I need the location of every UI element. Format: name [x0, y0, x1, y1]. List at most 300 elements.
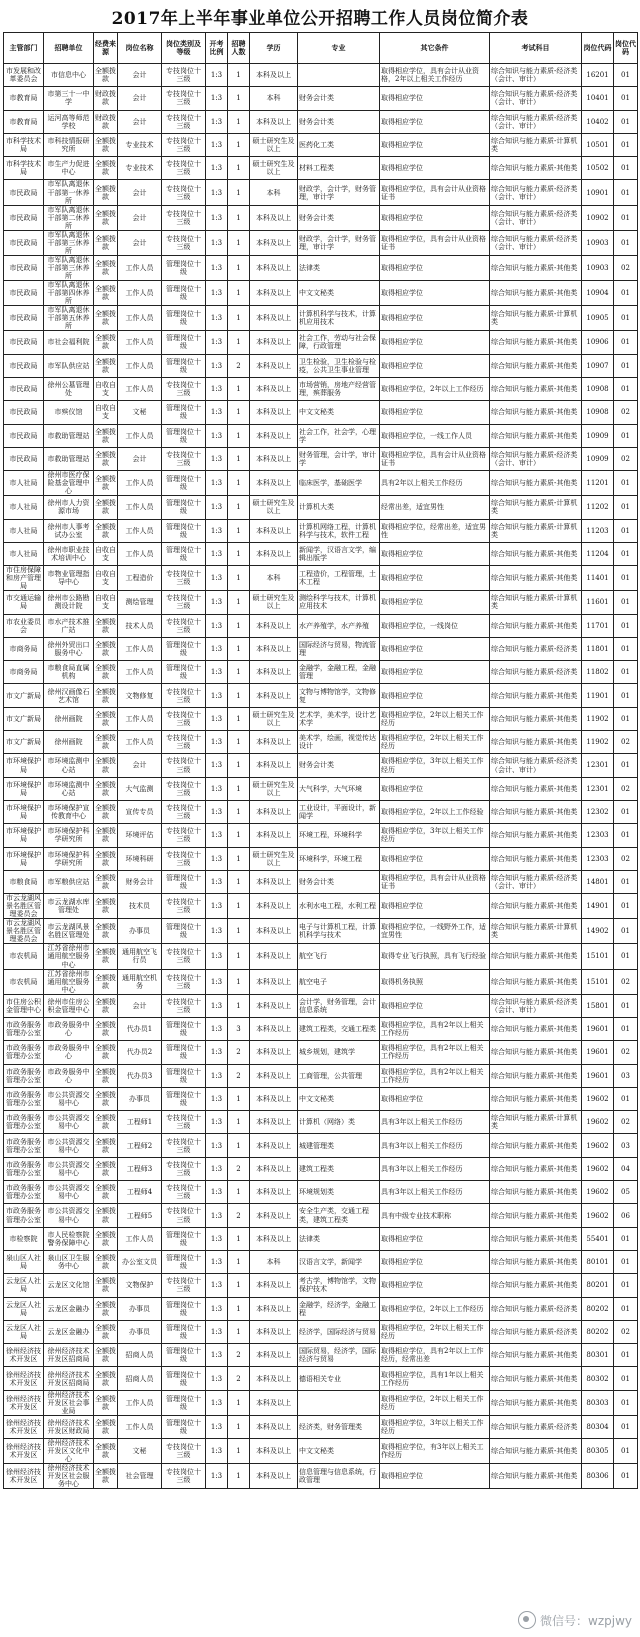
table-cell: 全额拨款: [94, 1320, 118, 1343]
table-cell: 11204: [582, 542, 614, 565]
table-cell: 1: [228, 1390, 250, 1415]
table-row: [4, 1087, 638, 1110]
table-cell: 全额拨款: [94, 870, 118, 893]
table-cell: 市公共资源交易中心: [44, 1157, 94, 1180]
table-cell: 1: [228, 281, 250, 306]
table-cell: 综合知识与能力素质-其他类: [490, 1464, 582, 1489]
table-cell: 专技岗位十三级: [162, 64, 206, 87]
table-cell: 01: [614, 800, 638, 823]
table-cell: 02: [614, 731, 638, 754]
table-cell: 1:3: [206, 1415, 228, 1438]
table-cell: 1: [228, 894, 250, 919]
table-cell: 管理岗位十级: [162, 1227, 206, 1250]
table-cell: 专技岗位十三级: [162, 800, 206, 823]
table-cell: 工作人员: [118, 331, 162, 354]
table-cell: 本科: [250, 87, 298, 110]
table-row: [4, 157, 638, 180]
table-cell: 综合知识与能力素质-其他类: [490, 1064, 582, 1087]
table-cell: 综合知识与能力素质-其他类: [490, 566, 582, 591]
table-cell: 本科及以上: [250, 994, 298, 1017]
table-cell: 1:3: [206, 377, 228, 400]
watermark-text: 微信号：wzpjwy: [540, 1613, 632, 1628]
table-cell: 1: [228, 847, 250, 870]
table-cell: 12301: [582, 754, 614, 777]
table-row: [4, 331, 638, 354]
table-cell: 金融学，经济学，金融工程: [298, 1297, 380, 1320]
table-cell: 1: [228, 519, 250, 542]
table-cell: 1:3: [206, 754, 228, 777]
table-cell: 社会管理: [118, 1464, 162, 1489]
table-cell: 专技岗位十三级: [162, 1204, 206, 1227]
table-cell: 德语相关专业: [298, 1367, 380, 1390]
table-cell: 1: [228, 684, 250, 707]
table-cell: 工程造价: [118, 566, 162, 591]
table-cell: 02: [614, 255, 638, 280]
table-row: [4, 180, 638, 205]
table-cell: 徐州经济技术开发区社会事业局: [44, 1390, 94, 1415]
table-cell: 工程造价，工程管理，土木工程: [298, 566, 380, 591]
table-cell: 工作人员: [118, 354, 162, 377]
table-cell: 1:3: [206, 1018, 228, 1041]
column-header: 招聘人数: [228, 33, 250, 64]
table-cell: 市民政局: [4, 354, 44, 377]
table-cell: 取得相应学位: [380, 566, 490, 591]
table-cell: 综合知识与能力素质-其他类: [490, 1274, 582, 1297]
table-cell: 01: [614, 1439, 638, 1464]
table-cell: 1:3: [206, 1367, 228, 1390]
table-cell: 管理岗位十级: [162, 870, 206, 893]
table-cell: 本科及以上: [250, 800, 298, 823]
table-cell: 2: [228, 1157, 250, 1180]
table-cell: 市物业管理指导中心: [44, 566, 94, 591]
table-cell: 硕士研究生及以上: [250, 847, 298, 870]
table-cell: 市军队离退休干部第二休养所: [44, 205, 94, 230]
table-cell: 全额拨款: [94, 994, 118, 1017]
table-cell: 金融学，金融工程，金融管理: [298, 661, 380, 684]
table-cell: 取得相应学位，具有2年以上相关工作经历: [380, 1064, 490, 1087]
table-cell: 01: [614, 1018, 638, 1041]
table-cell: 本科及以上: [250, 1464, 298, 1489]
table-cell: 具有3年以上相关工作经历: [380, 1111, 490, 1134]
table-cell: 管理岗位十级: [162, 919, 206, 944]
table-cell: 10907: [582, 354, 614, 377]
table-cell: 01: [614, 1087, 638, 1110]
table-cell: 市科学技术局: [4, 157, 44, 180]
table-cell: 综合知识与能力素质-其他类: [490, 377, 582, 400]
table-cell: 综合知识与能力素质-经济类: [490, 1297, 582, 1320]
table-cell: 工作人员: [118, 496, 162, 519]
table-cell: 泉山区人社局: [4, 1250, 44, 1273]
table-cell: 文物保护: [118, 1274, 162, 1297]
table-cell: 考古学，博物馆学，文物保护技术: [298, 1274, 380, 1297]
table-cell: 1: [228, 731, 250, 754]
table-row: [4, 1439, 638, 1464]
table-cell: 12303: [582, 847, 614, 870]
table-cell: 徐州市医疗保险基金管理中心: [44, 471, 94, 496]
table-cell: 11902: [582, 731, 614, 754]
table-cell: 市社会福利院: [44, 331, 94, 354]
table-cell: 市政务服务中心: [44, 1018, 94, 1041]
table-cell: 本科及以上: [250, 1274, 298, 1297]
table-cell: 财政学，会计学，财务管理，审计学: [298, 230, 380, 255]
table-cell: 11203: [582, 519, 614, 542]
table-cell: 市救助管理站: [44, 447, 94, 470]
table-cell: 1: [228, 707, 250, 730]
table-cell: 综合知识与能力素质-经济类（会计、审计）: [490, 754, 582, 777]
table-cell: 专业技术: [118, 157, 162, 180]
table-cell: 市人社局: [4, 519, 44, 542]
table-cell: 1: [228, 1181, 250, 1204]
table-cell: 本科及以上: [250, 731, 298, 754]
table-cell: 1:3: [206, 661, 228, 684]
table-cell: 80301: [582, 1344, 614, 1367]
table-row: [4, 1181, 638, 1204]
table-cell: 1:3: [206, 1064, 228, 1087]
table-cell: 本科: [250, 1250, 298, 1273]
table-row: [4, 1415, 638, 1438]
table-cell: 本科及以上: [250, 1320, 298, 1343]
table-row: [4, 637, 638, 660]
table-cell: 1: [228, 1227, 250, 1250]
table-cell: 艺术学，美术学，设计艺术学: [298, 707, 380, 730]
table-cell: 综合知识与能力素质-其他类: [490, 255, 582, 280]
table-cell: 市水产技术推广站: [44, 614, 94, 637]
table-cell: 1:3: [206, 64, 228, 87]
table-cell: 3: [228, 1018, 250, 1041]
table-cell: 管理岗位十级: [162, 471, 206, 496]
table-cell: 取得相应学位: [380, 1274, 490, 1297]
table-row: [4, 870, 638, 893]
table-cell: 01: [614, 614, 638, 637]
table-cell: 综合知识与能力素质-其他类: [490, 777, 582, 800]
table-cell: 医药化工类: [298, 133, 380, 156]
table-cell: 市政务服务管理办公室: [4, 1041, 44, 1064]
table-row: [4, 401, 638, 424]
table-cell: 全额拨款: [94, 824, 118, 847]
table-cell: 全额拨款: [94, 157, 118, 180]
table-cell: 1:3: [206, 1041, 228, 1064]
table-cell: 取得相应学位，2年以上工作经历: [380, 377, 490, 400]
table-cell: 01: [614, 354, 638, 377]
table-cell: 管理岗位十级: [162, 1415, 206, 1438]
table-cell: 管理岗位十级: [162, 1297, 206, 1320]
table-cell: 全额拨款: [94, 777, 118, 800]
table-cell: 16201: [582, 64, 614, 87]
table-cell: 1: [228, 754, 250, 777]
table-cell: 市环境监测中心站: [44, 754, 94, 777]
table-cell: 专技岗位十三级: [162, 969, 206, 994]
table-cell: 专技岗位十三级: [162, 754, 206, 777]
table-cell: 专技岗位十三级: [162, 824, 206, 847]
table-cell: 徐州市职业技术培训中心: [44, 542, 94, 565]
table-cell: 综合知识与能力素质-其他类: [490, 731, 582, 754]
table-cell: 市农机局: [4, 944, 44, 969]
table-cell: 专技岗位十三级: [162, 230, 206, 255]
table-row: [4, 919, 638, 944]
table-cell: 专技岗位十三级: [162, 614, 206, 637]
table-cell: 01: [614, 919, 638, 944]
table-cell: 市军队离退休干部第五休养所: [44, 306, 94, 331]
table-cell: 测绘管理: [118, 591, 162, 614]
table-cell: 徐州外贸出口服务中心: [44, 637, 94, 660]
table-cell: 办事员: [118, 1087, 162, 1110]
table-cell: 办公室文员: [118, 1250, 162, 1273]
table-cell: 综合知识与能力素质-经济类（会计、审计）: [490, 87, 582, 110]
table-cell: 全额拨款: [94, 496, 118, 519]
table-cell: 全额拨款: [94, 1274, 118, 1297]
table-cell: 10502: [582, 157, 614, 180]
table-cell: 专技岗位十三级: [162, 205, 206, 230]
table-cell: 01: [614, 566, 638, 591]
table-cell: 03: [614, 1064, 638, 1087]
table-row: [4, 591, 638, 614]
table-cell: 80202: [582, 1320, 614, 1343]
table-cell: 01: [614, 306, 638, 331]
table-cell: 专技岗位十三级: [162, 157, 206, 180]
table-cell: 11202: [582, 496, 614, 519]
table-cell: 市政务服务管理办公室: [4, 1111, 44, 1134]
table-cell: 01: [614, 684, 638, 707]
table-cell: 综合知识与能力素质-其他类: [490, 1227, 582, 1250]
table-cell: 取得专业飞行执照，具有飞行经验: [380, 944, 490, 969]
table-cell: 市民政局: [4, 424, 44, 447]
table-cell: 取得相应学位: [380, 306, 490, 331]
table-cell: 本科及以上: [250, 1204, 298, 1227]
table-cell: 市环境保护局: [4, 847, 44, 870]
table-cell: 全额拨款: [94, 230, 118, 255]
table-cell: 云龙区人社局: [4, 1320, 44, 1343]
table-cell: 综合知识与能力素质-计算机类: [490, 591, 582, 614]
table-cell: 工程师2: [118, 1134, 162, 1157]
table-cell: 市商务局: [4, 661, 44, 684]
column-header: 岗位名称: [118, 33, 162, 64]
table-cell: 市住房保障和房产管理局: [4, 566, 44, 591]
table-cell: 14902: [582, 919, 614, 944]
table-cell: 综合知识与能力素质-其他类: [490, 969, 582, 994]
table-cell: 1:3: [206, 1087, 228, 1110]
table-cell: 运河高等师范学校: [44, 110, 94, 133]
table-cell: 本科及以上: [250, 684, 298, 707]
table-cell: 12302: [582, 800, 614, 823]
table-cell: 会计: [118, 180, 162, 205]
table-cell: 市教育局: [4, 110, 44, 133]
table-cell: 80303: [582, 1390, 614, 1415]
table-cell: 徐州市人事考试办公室: [44, 519, 94, 542]
table-cell: 全额拨款: [94, 1250, 118, 1273]
table-cell: 综合知识与能力素质-计算机类: [490, 496, 582, 519]
table-cell: 具有中级专业技术职称: [380, 1204, 490, 1227]
table-cell: 取得相应学位: [380, 331, 490, 354]
table-cell: 19601: [582, 1041, 614, 1064]
table-cell: 取得相应学位: [380, 1087, 490, 1110]
table-row: [4, 1204, 638, 1227]
table-row: [4, 1064, 638, 1087]
table-cell: 市民政局: [4, 180, 44, 205]
table-cell: 综合知识与能力素质-其他类: [490, 401, 582, 424]
table-cell: 管理岗位十级: [162, 354, 206, 377]
table-cell: 硕士研究生及以上: [250, 777, 298, 800]
table-cell: 01: [614, 661, 638, 684]
table-cell: 云龙区文化馆: [44, 1274, 94, 1297]
table-cell: 1:3: [206, 110, 228, 133]
table-row: [4, 354, 638, 377]
table-cell: 工作人员: [118, 1390, 162, 1415]
table-cell: 市云龙湖风景名胜区管理委员会: [4, 919, 44, 944]
table-cell: 市环境保护局: [4, 777, 44, 800]
table-cell: 全额拨款: [94, 800, 118, 823]
table-cell: 国际贸易，经济学，国际经济与贸易: [298, 1344, 380, 1367]
table-cell: 江苏省徐州市通用航空服务中心: [44, 944, 94, 969]
column-header: 开考比例: [206, 33, 228, 64]
table-cell: 自收自支: [94, 591, 118, 614]
table-cell: 市环境保护局: [4, 754, 44, 777]
table-cell: 市科技情报研究所: [44, 133, 94, 156]
table-cell: 1: [228, 447, 250, 470]
table-cell: 01: [614, 944, 638, 969]
table-cell: 本科及以上: [250, 1111, 298, 1134]
table-cell: 工作人员: [118, 637, 162, 660]
table-cell: 01: [614, 377, 638, 400]
table-cell: 1:3: [206, 1204, 228, 1227]
table-cell: 综合知识与能力素质-其他类: [490, 471, 582, 496]
table-cell: 市军队离退休干部第四休养所: [44, 281, 94, 306]
table-cell: 01: [614, 230, 638, 255]
table-cell: 工作人员: [118, 1227, 162, 1250]
table-cell: 财务会计: [118, 870, 162, 893]
table-cell: 05: [614, 1181, 638, 1204]
table-cell: 11902: [582, 707, 614, 730]
column-header: 考试科目: [490, 33, 582, 64]
table-cell: 1: [228, 800, 250, 823]
table-cell: 综合知识与能力素质-经济类: [490, 1415, 582, 1438]
table-cell: 徐州经济技术开发区文化中心: [44, 1439, 94, 1464]
table-cell: 01: [614, 894, 638, 919]
table-cell: 01: [614, 707, 638, 730]
table-cell: 取得相应学位: [380, 542, 490, 565]
table-cell: 全额拨款: [94, 707, 118, 730]
table-cell: 工作人员: [118, 542, 162, 565]
table-cell: 财务管理，会计学，审计学: [298, 447, 380, 470]
table-cell: 技术人员: [118, 614, 162, 637]
table-cell: 工作人员: [118, 377, 162, 400]
table-cell: 硕士研究生及以上: [250, 591, 298, 614]
table-cell: 专技岗位十三级: [162, 447, 206, 470]
table-row: [4, 707, 638, 730]
table-cell: 市殡仪馆: [44, 401, 94, 424]
table-cell: 全额拨款: [94, 637, 118, 660]
table-row: [4, 133, 638, 156]
table-cell: 01: [614, 1344, 638, 1367]
table-cell: 安全生产类，交通工程类，建筑工程类: [298, 1204, 380, 1227]
table-cell: 管理岗位十级: [162, 331, 206, 354]
table-cell: 市公共资源交易中心: [44, 1134, 94, 1157]
table-row: [4, 566, 638, 591]
table-cell: 综合知识与能力素质-经济类（会计、审计）: [490, 870, 582, 893]
table-cell: 专技岗位十三级: [162, 133, 206, 156]
table-cell: 综合知识与能力素质-其他类: [490, 944, 582, 969]
table-cell: 管理岗位十级: [162, 1250, 206, 1273]
table-row: [4, 754, 638, 777]
table-cell: 硕士研究生及以上: [250, 157, 298, 180]
table-cell: 综合知识与能力素质-其他类: [490, 157, 582, 180]
table-cell: 1: [228, 637, 250, 660]
table-cell: 文秘: [118, 401, 162, 424]
table-cell: 城建管理类: [298, 1134, 380, 1157]
table-cell: 法律类: [298, 1227, 380, 1250]
table-cell: 市文广新局: [4, 731, 44, 754]
table-cell: 全额拨款: [94, 180, 118, 205]
table-cell: 2: [228, 354, 250, 377]
table-cell: 徐州画院: [44, 731, 94, 754]
table-cell: 综合知识与能力素质-其他类: [490, 1390, 582, 1415]
table-cell: 1:3: [206, 157, 228, 180]
table-cell: 综合知识与能力素质-计算机类: [490, 133, 582, 156]
table-cell: 1:3: [206, 894, 228, 919]
table-cell: 01: [614, 1227, 638, 1250]
table-cell: 本科及以上: [250, 331, 298, 354]
table-cell: 10401: [582, 87, 614, 110]
table-cell: 工作人员: [118, 471, 162, 496]
column-header: 主管部门: [4, 33, 44, 64]
table-cell: 1: [228, 919, 250, 944]
table-cell: 管理岗位十级: [162, 1367, 206, 1390]
table-cell: 城乡规划，建筑学: [298, 1041, 380, 1064]
table-cell: 本科及以上: [250, 281, 298, 306]
table-cell: 1:3: [206, 255, 228, 280]
table-cell: 全额拨款: [94, 424, 118, 447]
table-cell: 1: [228, 133, 250, 156]
table-cell: 综合知识与能力素质-其他类: [490, 1181, 582, 1204]
table-cell: 计算机大类: [298, 496, 380, 519]
table-cell: 1:3: [206, 306, 228, 331]
table-cell: 取得相应学位，2年以上相关工作经历: [380, 1320, 490, 1343]
table-cell: 全额拨款: [94, 754, 118, 777]
table-cell: 19601: [582, 1018, 614, 1041]
table-cell: 综合知识与能力素质-计算机类: [490, 306, 582, 331]
table-cell: 11701: [582, 614, 614, 637]
table-cell: 1:3: [206, 281, 228, 306]
table-cell: 1:3: [206, 684, 228, 707]
table-cell: 1:3: [206, 230, 228, 255]
table-cell: 市交通运输局: [4, 591, 44, 614]
table-cell: 会计: [118, 447, 162, 470]
table-cell: 工作人员: [118, 255, 162, 280]
table-cell: 10501: [582, 133, 614, 156]
table-row: [4, 1227, 638, 1250]
table-cell: 建筑工程类: [298, 1157, 380, 1180]
table-cell: 80306: [582, 1464, 614, 1489]
table-cell: 综合知识与能力素质-其他类: [490, 424, 582, 447]
table-row: [4, 281, 638, 306]
table-cell: 1:3: [206, 637, 228, 660]
table-cell: 本科及以上: [250, 1227, 298, 1250]
table-cell: 1: [228, 566, 250, 591]
table-row: [4, 1274, 638, 1297]
table-cell: 徐州公墓管理处: [44, 377, 94, 400]
table-cell: 取得相应学位: [380, 591, 490, 614]
table-cell: 专技岗位十三级: [162, 591, 206, 614]
table-row: [4, 1250, 638, 1273]
table-cell: 取得相应学位: [380, 354, 490, 377]
table-cell: 本科及以上: [250, 1018, 298, 1041]
table-cell: 1:3: [206, 496, 228, 519]
table-cell: 美术学，绘画，视觉传达设计: [298, 731, 380, 754]
table-cell: 会计: [118, 205, 162, 230]
table-cell: 航空飞行: [298, 944, 380, 969]
table-cell: 全额拨款: [94, 331, 118, 354]
table-cell: 综合知识与能力素质-经济类（会计、审计）: [490, 447, 582, 470]
table-cell: 80202: [582, 1297, 614, 1320]
